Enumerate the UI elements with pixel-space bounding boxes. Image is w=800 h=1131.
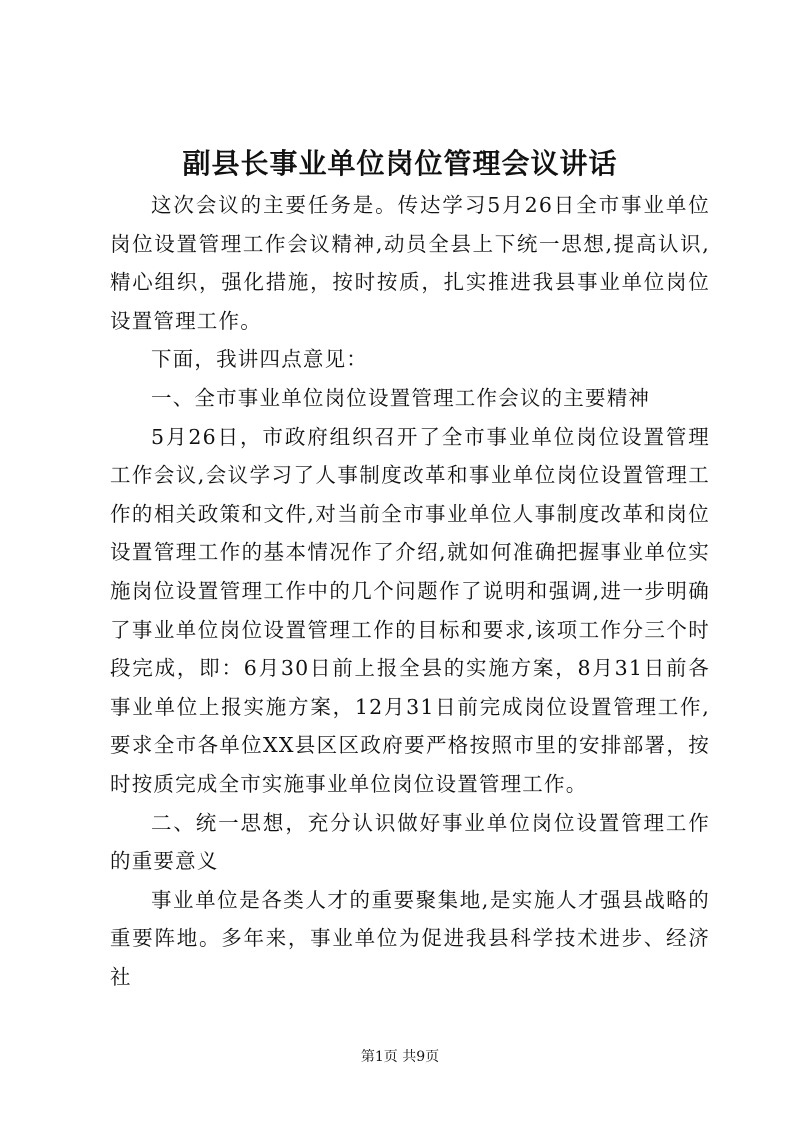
section-heading-2: 二、统一思想，充分认识做好事业单位岗位设置管理工作的重要意义	[110, 810, 710, 874]
document-body	[110, 186, 710, 996]
page-title: 副县长事业单位岗位管理会议讲话	[182, 147, 618, 180]
paragraph-intro: 这次会议的主要任务是。传达学习5月26日全市事业单位岗位设置管理工作会议精神,动员全县上下统一思想,提高认识,精心组织，强化措施，按时按质，扎实推进我县事业单位岗位设置管理工作。	[110, 193, 710, 333]
paragraph-section-1: 5月26日，市政府组织召开了全市事业单位岗位设置管理工作会议,会议学习了人事制度改革和事业单位岗位设置管理工作的相关政策和文件,对当前全市事业单位人事制度改革和岗位设置管理工作的基本情况作了介绍,就如何准确把握事业单位实施岗位设置管理工作中的几个问题作了说明和强调,进一步明确了事业单位岗位设置管理工作的目标和要求,该项工作分三个时段完成，即：6月30日前上报全县的实施方案，8月31日前各事业单位上报实施方案，12月31日前完成岗位设置管理工作,要求全市各单位XX县区区政府要严格按照市里的安排部署，按时按质完成全市实施事业单位岗位设置管理工作。	[110, 424, 710, 796]
section-heading-1: 一、全市事业单位岗位设置管理工作会议的主要精神	[151, 385, 651, 410]
paragraph-four-points: 下面，我讲四点意见：	[151, 347, 368, 372]
page-footer: 第1页 共9页	[360, 1049, 440, 1065]
paragraph-section-2: 事业单位是各类人才的重要聚集地,是实施人才强县战略的重要阵地。多年来，事业单位为促进我县科学技术进步、经济社	[110, 887, 710, 989]
